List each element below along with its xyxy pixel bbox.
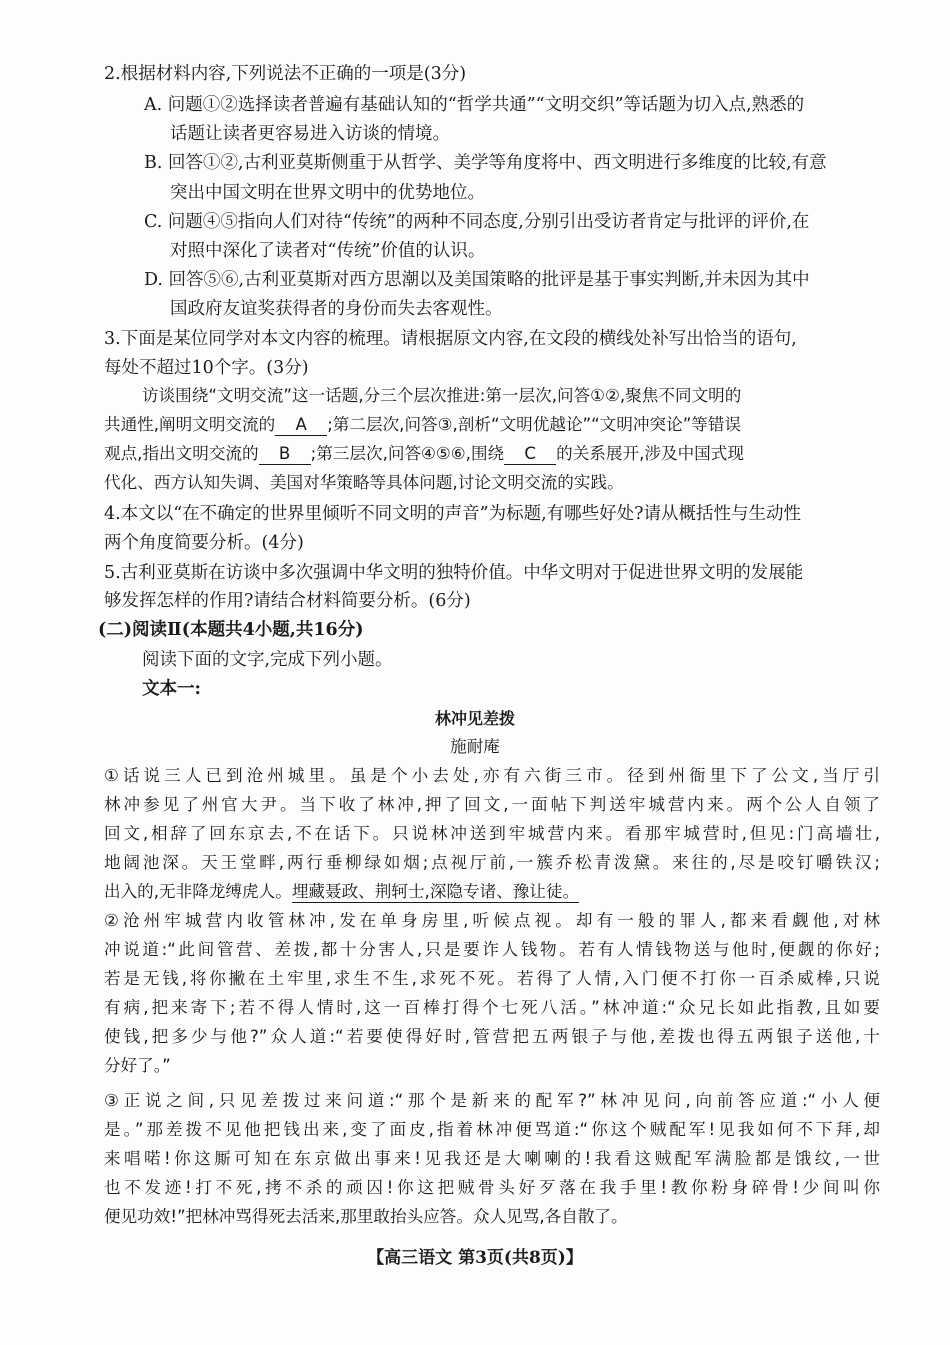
q3-summary-text: 共通性,阐明文明交流的 [104,415,276,434]
article-line: 是。”那差拨不见他把钱出来,变了面皮,指着林冲便骂道:“你这个贼配军!见我如何不下拜,却 [104,1120,880,1139]
q2-option-b-line2: 突出中国文明在世界文明中的优势地位。 [170,183,485,203]
page-footer: 【高三语文 第3页(共8页)】 [367,1248,583,1268]
q3-summary-line3 [104,441,744,467]
text-one-label: 文本一: [142,679,201,699]
q2-option-a-line1: A. 问题①②选择读者普遍有基础认知的“哲学共通”“文明交织”等话题为切入点,熟悉的 [144,95,805,115]
q2-option-c-line1: C. 问题④⑤指向人们对待“传统”的两种不同态度,分别引出受访者肯定与批评的评价,在 [144,212,810,232]
q3-summary-line2 [104,412,741,438]
article-line: 也不发迹!打不死,拷不杀的顽囚!你这把贼骨头好歹落在我手里!教你粉身碎骨!少间叫你 [104,1178,880,1197]
underlined-sentence: 埋藏聂政、荆轲士,深隐专诸、豫让徒。 [291,882,580,901]
q2-option-d-line1: D. 回答⑤⑥,古利亚莫斯对西方思潮以及美国策略的批评是基于事实判断,并未因为其中 [144,270,810,290]
article-line: ③正说之间,只见差拨过来问道:“那个是新来的配军?”林冲见问,向前答应道:“小人便 [104,1091,880,1110]
article-line: 地阔池深。天王堂畔,两行垂柳绿如烟;点视厅前,一簇乔松青泼黛。来往的,尽是咬钉嚼铁汉; [104,853,880,872]
q3-summary-text: ;第二层次,问答③,剖析“文明优越论”“文明冲突论”等错误 [327,415,742,434]
article-line: 林冲参见了州官大尹。当下收了林冲,押了回文,一面帖下判送牢城营内来。两个公人自领了 [104,795,880,814]
q4-line2: 两个角度简要分析。(4分) [104,533,304,553]
q3-summary-text: 观点,指出文明交流的 [104,444,259,463]
blank-a: A [275,415,327,436]
article-line: 有病,把来寄下;若不得人情时,这一百棒打得个七死八活。”林冲道:“众兄长如此指教,且如要 [104,998,880,1017]
q2-option-c-line2: 对照中深化了读者对“传统”价值的认识。 [170,241,486,261]
q3-stem-line1: 3.下面是某位同学对本文内容的梳理。请根据原文内容,在文段的横线处补写出恰当的语句, [104,329,797,349]
q3-stem-line2: 每处不超过10个字。(3分) [104,358,309,378]
blank-c: C [504,444,556,465]
article-line: ②沧州牢城营内收管林冲,发在单身房里,听候点视。却有一般的罪人,都来看觑他,对林 [104,911,880,930]
article-line: 来唱喏!你这厮可知在东京做出事来!见我还是大喇喇的!我看这贼配军满脸都是饿纹,一世 [104,1149,880,1168]
blank-b: B [259,444,311,465]
section-instruction: 阅读下面的文字,完成下列小题。 [142,650,393,670]
article-line: 冲说道:“此间管营、差拨,都十分害人,只是要诈人钱物。若有人情钱物送与他时,便觑的你好; [104,940,880,959]
q3-summary-text: 的关系展开,涉及中国式现 [556,444,744,463]
article-line [104,879,579,905]
q3-summary-line1: 访谈围绕“文明交流”这一话题,分三个层次推进:第一层次,问答①②,聚焦不同文明的 [142,386,742,405]
article-line: ①话说三人已到沧州城里。虽是个小去处,亦有六街三市。径到州衙里下了公文,当厅引 [104,766,880,785]
section-heading: (二)阅读Ⅱ(本题共4小题,共16分) [98,620,364,640]
article-line: 分好了。” [104,1056,171,1075]
article-line: 若是无钱,将你撇在土牢里,求生不生,求死不死。若得了人情,入门便不打你一百杀威棒,只说 [104,969,880,988]
article-title: 林冲见差拨 [434,709,515,728]
q3-summary-text: ;第三层次,问答④⑤⑥,围绕 [310,444,505,463]
article-line: 回文,相辞了回东京去,不在话下。只说林冲送到牢城营内来。看那牢城营时,但见:门高墙壮, [104,824,880,843]
q4-line1: 4.本文以“在不确定的世界里倾听不同文明的声音”为标题,有哪些好处?请从概括性与生动性 [104,504,802,524]
q3-summary-line4: 代化、西方认知失调、美国对华策略等具体问题,讨论文明交流的实践。 [104,473,624,492]
q5-line1: 5.古利亚莫斯在访谈中多次强调中华文明的独特价值。中华文明对于促进世界文明的发展能 [104,563,804,583]
q2-option-b-line1: B. 回答①②,古利亚莫斯侧重于从哲学、美学等角度将中、西文明进行多维度的比较,有意 [144,153,827,173]
article-author: 施耐庵 [450,737,500,756]
q2-stem: 2.根据材料内容,下列说法不正确的一项是(3分) [104,64,467,84]
q2-option-a-line2: 话题让读者更容易进入访谈的情境。 [170,124,450,144]
q5-line2: 够发挥怎样的作用?请结合材料简要分析。(6分) [104,591,471,611]
article-line: 使钱,把多少与他?”众人道:“若要使得好时,管营把五两银子与他,差拨也得五两银子送他,十 [104,1027,880,1046]
article-line: 便见功效!”把林冲骂得死去活来,那里敢抬头应答。众人见骂,各自散了。 [104,1207,628,1226]
article-text: 出入的,无非降龙缚虎人。 [104,882,292,901]
q2-option-d-line2: 国政府友谊奖获得者的身份而失去客观性。 [170,299,503,319]
